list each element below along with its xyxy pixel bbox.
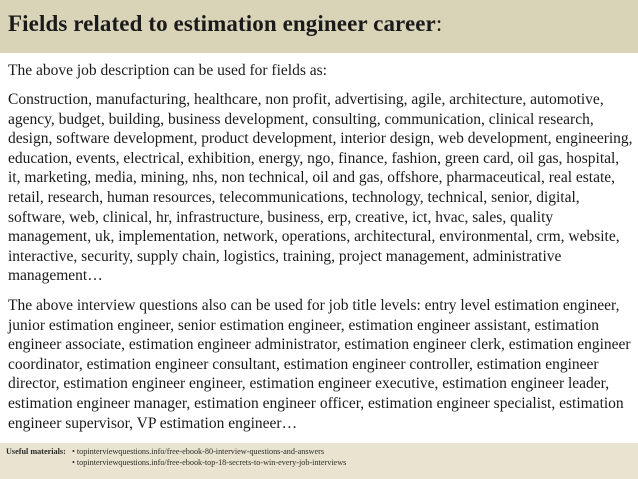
slide-title: Fields related to estimation engineer career: [8, 11, 436, 36]
fields-paragraph: Construction, manufacturing, healthcare, non profit, advertising, agile, architecture, automotive, agency, budget, building, business development, consulting, communication, clinical research, design, software development, product development, interior design, web development, engineering, education, events, electrical, exhibition, energy, ngo, finance, fashion, green card, oil gas, hospital, it, marketing, media, mining, nhs, non technical, oil and gas, offshore, pharmaceutical, real estate, retail, research, human resources, telecommunications, technology, technical, senior, digital, software, web, clinical, hr, infrastructure, business, erp, creative, ict, hvac, sales, quality management, uk, implementation, network, operations, architectural, environmental, crm, website, interactive, security, supply chain, logistics, training, project management, administrative management…: [8, 91, 633, 285]
bullet-icon: •: [72, 458, 75, 467]
footer-row-2: [6, 457, 638, 468]
title-bar: [0, 0, 638, 53]
footer-row-1: [6, 446, 638, 457]
bullet-icon: •: [72, 447, 75, 456]
slide-content: [8, 61, 634, 443]
footer-bar: [0, 443, 638, 479]
job-levels-paragraph: The above interview questions also can be used for job title levels: entry level estimation engineer, junior estimation engineer, senior estimation engineer, estimation engineer assistant, estimation engineer associate, estimation engineer administrator, estimation engineer clerk, estimation engineer coordinator, estimation engineer consultant, estimation engineer controller, estimation engineer director, estimation engineer engineer, estimation engineer executive, estimation engineer leader, estimation engineer manager, estimation engineer officer, estimation engineer specialist, estimation engineer supervisor, VP estimation engineer…: [8, 296, 631, 432]
slide-title-colon: :: [435, 11, 443, 36]
intro-text: The above job description can be used for fields as:: [8, 62, 327, 79]
footer-label: Useful materials:: [6, 447, 66, 456]
footer-link-1[interactable]: topinterviewquestions.info/free-ebook-80-interview-questions-and-answers: [76, 447, 325, 456]
footer-link-2[interactable]: topinterviewquestions.info/free-ebook-top-18-secrets-to-win-every-job-interviews: [76, 458, 347, 467]
